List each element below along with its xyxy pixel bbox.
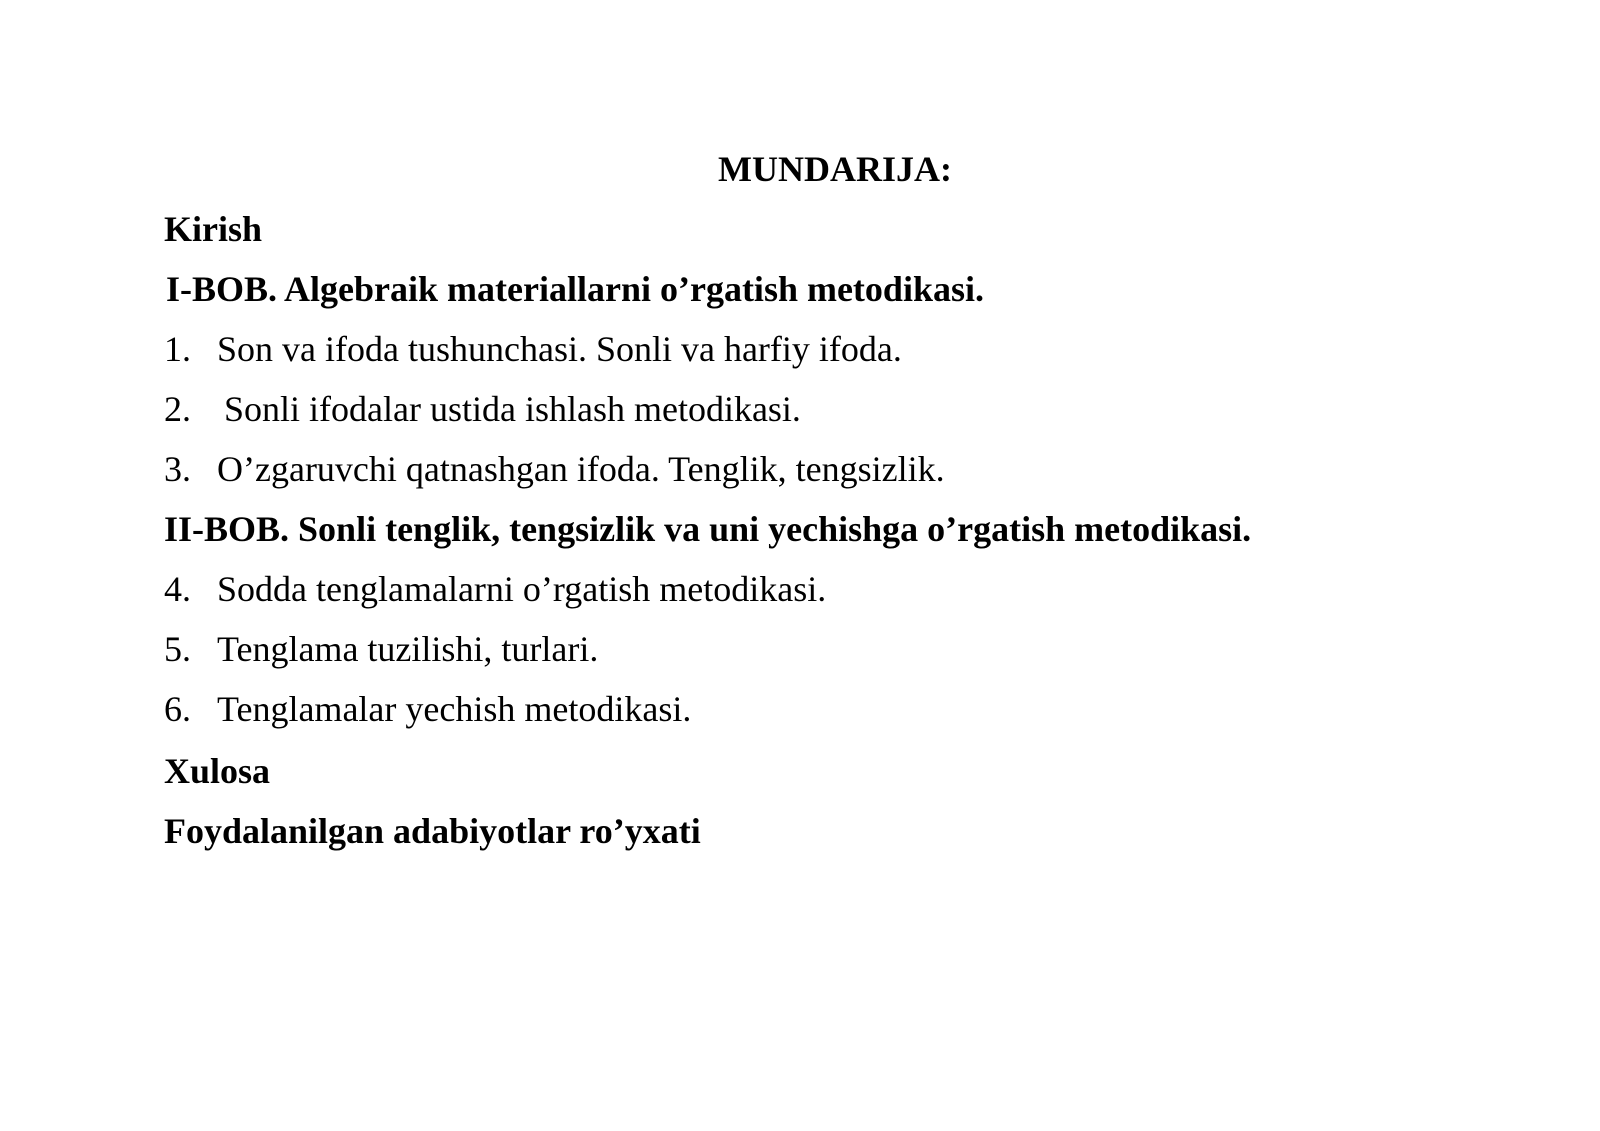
- toc-item: [164, 568, 826, 610]
- toc-item: [164, 688, 691, 730]
- toc-item-number: 1.: [164, 329, 191, 369]
- toc-item-text: Sonli ifodalar ustida ishlash metodikasi.: [224, 389, 801, 429]
- toc-title: MUNDARIJA:: [718, 149, 952, 189]
- toc-references: Foydalanilgan adabiyotlar ro’yxati: [164, 811, 701, 851]
- toc-item-text: Son va ifoda tushunchasi. Sonli va harfiy ifoda.: [217, 329, 902, 369]
- toc-item: [164, 388, 801, 430]
- toc-item-text: Tenglamalar yechish metodikasi.: [217, 689, 692, 729]
- toc-item-number: 6.: [164, 689, 191, 729]
- toc-item: [164, 328, 902, 370]
- toc-intro: Kirish: [164, 209, 263, 249]
- toc-item: [164, 628, 598, 670]
- toc-item: [164, 448, 945, 490]
- toc-item-text: Tenglama tuzilishi, turlari.: [217, 629, 599, 669]
- toc-item-number: 3.: [164, 449, 191, 489]
- toc-item-number: 2.: [164, 389, 191, 429]
- toc-item-number: 4.: [164, 569, 191, 609]
- toc-item-text: O’zgaruvchi qatnashgan ifoda. Tenglik, tengsizlik.: [217, 449, 945, 489]
- toc-chapter-1: I-BOB. Algebraik materiallarni o’rgatish metodikasi.: [166, 269, 984, 309]
- toc-conclusion: Xulosa: [164, 751, 271, 791]
- toc-chapter-2: II-BOB. Sonli tenglik, tengsizlik va uni yechishga o’rgatish metodikasi.: [164, 509, 1252, 549]
- toc-item-number: 5.: [164, 629, 191, 669]
- toc-item-text: Sodda tenglamalarni o’rgatish metodikasi.: [217, 569, 827, 609]
